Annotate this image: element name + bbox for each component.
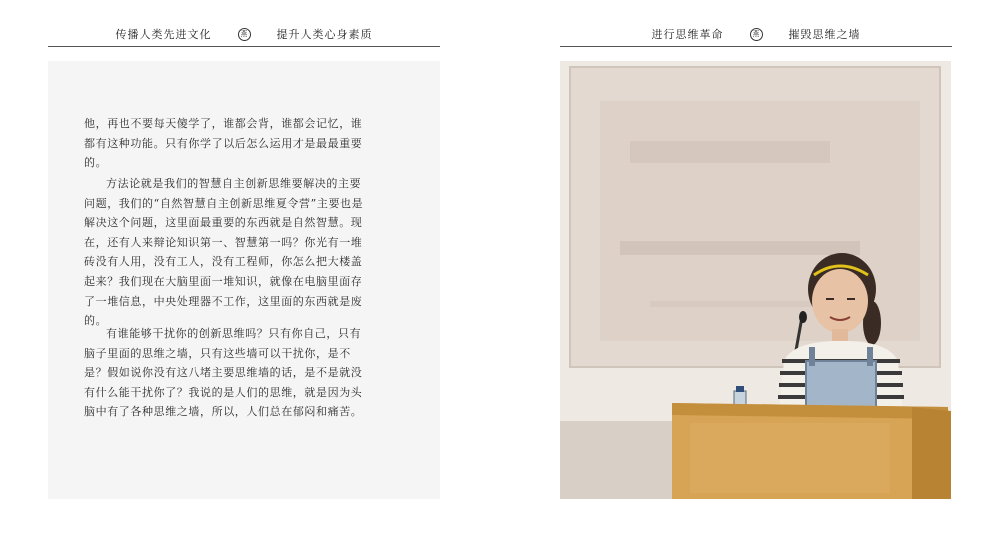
seal-icon: 燕 xyxy=(238,28,251,41)
left-header-subtitle: 提升人类心身素质 xyxy=(276,28,373,41)
body-paragraph: 他，再也不要每天傻学了，谁都会背，谁都会记忆，谁都有这种功能。只有你学了以后怎么运用才是最最重要的。 xyxy=(84,117,363,170)
left-running-header xyxy=(48,22,440,46)
left-header-title: 传播人类先进文化 xyxy=(115,28,212,41)
right-running-header xyxy=(560,22,952,46)
right-header-title: 进行思维革命 xyxy=(651,28,724,41)
right-header-subtitle: 摧毁思维之墙 xyxy=(788,28,861,41)
right-header-rule xyxy=(560,46,952,47)
body-paragraph: 方法论就是我们的智慧自主创新思维要解决的主要问题，我们的“自然智慧自主创新思维夏令营”主要也是解决这个问题，这里面最重要的东西就是自然智慧。现在，还有人来辩论知识第一、智慧第一吗？你光有一堆砖没有人用，没有工人，没有工程师，你怎么把大楼盖起来？我们现在大脑里面一堆知识，就像在电脑里面存了一堆信息，中央处理器不工作，这里面的东西就是废的。 xyxy=(84,177,364,328)
speaker-photo xyxy=(560,61,951,499)
seal-icon: 燕 xyxy=(750,28,763,41)
speaker-photo-illustration xyxy=(560,61,951,499)
body-paragraph: 有谁能够干扰你的创新思维吗？只有你自己，只有脑子里面的思维之墙，只有这些墙可以干扰你，是不是？假如说你没有这八堵主要思维墙的话，是不是就没有什么能干扰你了？我说的是人们的思维，就是因为头脑中有了各种思维之墙，所以，人们总在郁闷和痛苦。 xyxy=(84,327,363,419)
left-header-rule xyxy=(48,46,440,47)
